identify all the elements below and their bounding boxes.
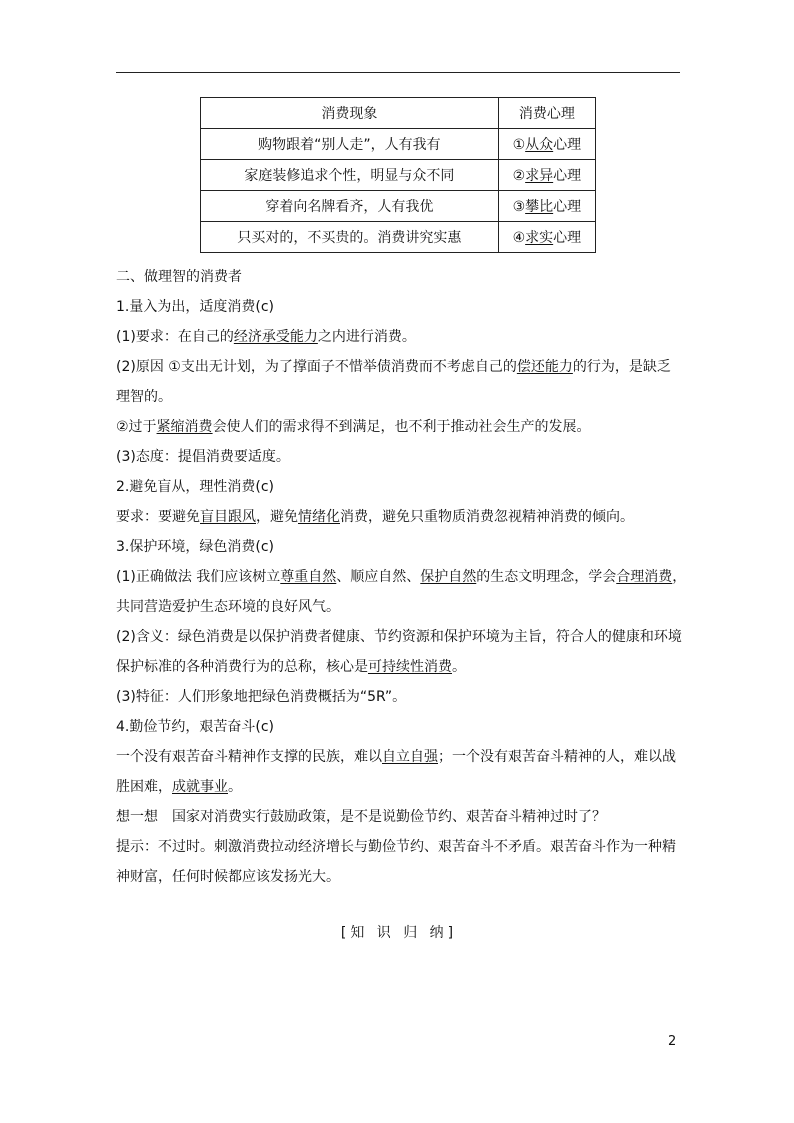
psychology-suffix: 心理: [553, 168, 582, 184]
answer-blank: 紧缩消费: [156, 419, 213, 435]
point-3-meaning-cont: [116, 652, 682, 682]
text-span: (1)正确做法 我们应该树立: [116, 569, 281, 585]
point-2-requirement: [116, 502, 682, 532]
text-span: 保护标准的各种消费行为的总称，核心是: [116, 659, 368, 675]
hint-line-1: 提示：不过时。刺激消费拉动经济增长与勤俭节约、艰苦奋斗不矛盾。艰苦奋斗作为一种精: [116, 839, 676, 855]
table-row: [201, 222, 596, 253]
text-span: 之内进行消费。: [317, 329, 416, 345]
psychology-cell: [498, 160, 595, 191]
point-1-reason-2: [116, 412, 682, 442]
psychology-suffix: 心理: [553, 137, 582, 153]
psychology-cell: [498, 191, 595, 222]
header-rule: [116, 72, 680, 73]
point-1-attitude: (3)态度：提倡消费要适度。: [116, 449, 290, 465]
table-header-row: [201, 98, 596, 129]
point-1-requirement: [116, 322, 682, 352]
text-span: (1)要求：在自己的: [116, 329, 234, 345]
table-row: [201, 191, 596, 222]
text-span: ，: [672, 569, 687, 585]
text-span: 的生态文明理念，学会: [476, 569, 617, 585]
text-span: ，避免: [256, 509, 298, 525]
item-number: ①: [512, 137, 526, 153]
answer-blank: 合理消费: [616, 569, 673, 585]
answer-blank: 保护自然: [420, 569, 477, 585]
point-4-line-2: [116, 772, 682, 802]
answer-blank: 尊重自然: [280, 569, 337, 585]
table-header-phenomenon: 消费现象: [201, 98, 499, 129]
answer-blank: 成就事业: [172, 779, 228, 795]
table-row: [201, 160, 596, 191]
answer-blank: 情绪化: [298, 509, 340, 525]
text-span: 。: [228, 779, 242, 795]
text-span: 胜困难，: [116, 779, 172, 795]
answer-blank: 自立自强: [382, 749, 438, 765]
point-4-line-1: [116, 742, 682, 772]
page-number: 2: [668, 1034, 677, 1049]
phenomenon-cell: 家庭装修追求个性，明显与众不同: [201, 160, 499, 191]
point-4-title: 4.勤俭节约，艰苦奋斗(c): [116, 719, 274, 735]
phenomenon-cell: 穿着向名牌看齐，人有我优: [201, 191, 499, 222]
answer-blank: 偿还能力: [516, 359, 573, 375]
document-body: [116, 262, 687, 948]
psychology-answer: 求异: [525, 168, 554, 184]
item-number: ②: [512, 168, 526, 184]
phenomenon-cell: 只买对的，不买贵的。消费讲究实惠: [201, 222, 499, 253]
point-1-reason-1-cont: 理智的。: [116, 389, 172, 405]
psychology-cell: [498, 129, 595, 160]
section-heading: 二、做理智的消费者: [116, 269, 242, 285]
table-header-psychology: 消费心理: [498, 98, 595, 129]
text-span: 会使人们的需求得不到满足，也不利于推动社会生产的发展。: [212, 419, 591, 435]
point-1-title: 1.量入为出，适度消费(c): [116, 299, 274, 315]
text-span: 要求：要避免: [116, 509, 200, 525]
psychology-cell: [498, 222, 595, 253]
point-3-feature: (3)特征：人们形象地把绿色消费概括为“5R”。: [116, 689, 407, 705]
text-span: 、顺应自然、: [336, 569, 421, 585]
point-3-title: 3.保护环境，绿色消费(c): [116, 539, 274, 555]
answer-blank: 可持续性消费: [368, 659, 452, 675]
point-2-title: 2.避免盲从，理性消费(c): [116, 479, 274, 495]
text-span: 消费，避免只重物质消费忽视精神消费的倾向。: [340, 509, 634, 525]
hint-line-2: 神财富，任何时候都应该发扬光大。: [116, 869, 340, 885]
psychology-suffix: 心理: [553, 230, 582, 246]
point-3-practice: [116, 562, 687, 592]
table-row: [201, 129, 596, 160]
point-1-reason-1: [116, 352, 682, 382]
spacer: [116, 892, 682, 918]
text-span: ；一个没有艰苦奋斗精神的人，难以战: [438, 749, 676, 765]
text-span: 的行为，是缺乏: [572, 359, 671, 375]
answer-blank: 经济承受能力: [233, 329, 318, 345]
think-question: 想一想 国家对消费实行鼓励政策，是不是说勤俭节约、艰苦奋斗精神过时了？: [116, 809, 606, 825]
item-number: ③: [512, 199, 526, 215]
answer-blank: 盲目跟风: [200, 509, 256, 525]
consumption-psychology-table: [200, 97, 596, 253]
psychology-answer: 求实: [525, 230, 554, 246]
psychology-answer: 从众: [525, 137, 554, 153]
point-3-meaning: (2)含义：绿色消费是以保护消费者健康、节约资源和保护环境为主旨，符合人的健康和环境: [116, 629, 682, 645]
knowledge-summary-heading: [知 识 归 纳]: [340, 925, 458, 941]
item-number: ④: [512, 230, 526, 246]
psychology-suffix: 心理: [553, 199, 582, 215]
text-span: 一个没有艰苦奋斗精神作支撑的民族，难以: [116, 749, 382, 765]
text-span: 。: [452, 659, 466, 675]
psychology-answer: 攀比: [525, 199, 554, 215]
phenomenon-cell: 购物跟着“别人走”，人有我有: [201, 129, 499, 160]
point-3-practice-cont: 共同营造爱护生态环境的良好风气。: [116, 599, 340, 615]
text-span: ②过于: [116, 419, 157, 435]
text-span: (2)原因 ①支出无计划，为了撑面子不惜举债消费而不考虑自己的: [116, 359, 517, 375]
